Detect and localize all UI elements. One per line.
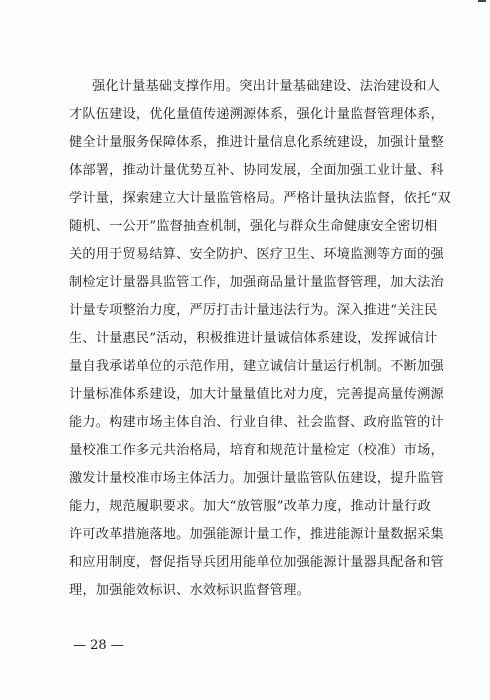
text-line: 量自我承诺单位的示范作用，建立诚信计量运行机制。不断加强 <box>69 359 444 374</box>
text-line: 生、计量惠民”活动，积极推进计量诚信体系建设，发挥诚信计 <box>69 331 438 346</box>
text-line: 强化计量基础支撑作用。突出计量基础建设、法治建设和人 <box>92 79 441 94</box>
corner-mark <box>478 0 486 2</box>
text-line: 计量专项整治力度，严厉打击计量违法行为。深入推进“关注民 <box>69 303 438 318</box>
text-line: 和应用制度，督促指导兵团用能单位加强能源计量器具配备和管 <box>69 555 444 570</box>
text-line: 理，加强能效标识、水效标识监督管理。 <box>69 583 310 598</box>
text-line: 能力。构建市场主体自治、行业自律、社会监督、政府监管的计 <box>69 415 444 430</box>
text-line: 能力，规范履职要求。加大“放管服”改革力度，推动计量行政 <box>69 499 431 514</box>
text-line: 学计量，探索建立大计量监管格局。严格计量执法监督，依托“双 <box>69 191 451 206</box>
text-line: 量校准工作多元共治格局，培育和规范计量检定（校准）市场， <box>69 443 444 458</box>
text-line: 关的用于贸易结算、安全防护、医疗卫生、环境监测等方面的强 <box>69 247 444 262</box>
text-line: 激发计量校准市场主体活力。加强计量监管队伍建设，提升监管 <box>69 471 444 486</box>
text-line: 制检定计量器具监管工作，加强商品量计量监督管理，加大法治 <box>69 275 444 290</box>
text-line: 才队伍建设，优化量值传递溯源体系，强化计量监督管理体系， <box>69 107 444 122</box>
text-line: 许可改革措施落地。加强能源计量工作，推进能源计量数据采集 <box>69 527 444 542</box>
text-line: 随机、一公开”监督抽查机制，强化与群众生命健康安全密切相 <box>69 219 438 234</box>
text-line: 健全计量服务保障体系，推进计量信息化系统建设，加强计量整 <box>69 135 444 150</box>
text-line: 体部署，推动计量优势互补、协同发展，全面加强工业计量、科 <box>69 163 444 178</box>
page-number: — 28 — <box>73 638 124 653</box>
text-line: 计量标准体系建设，加大计量量值比对力度，完善提高量传溯源 <box>69 387 444 402</box>
